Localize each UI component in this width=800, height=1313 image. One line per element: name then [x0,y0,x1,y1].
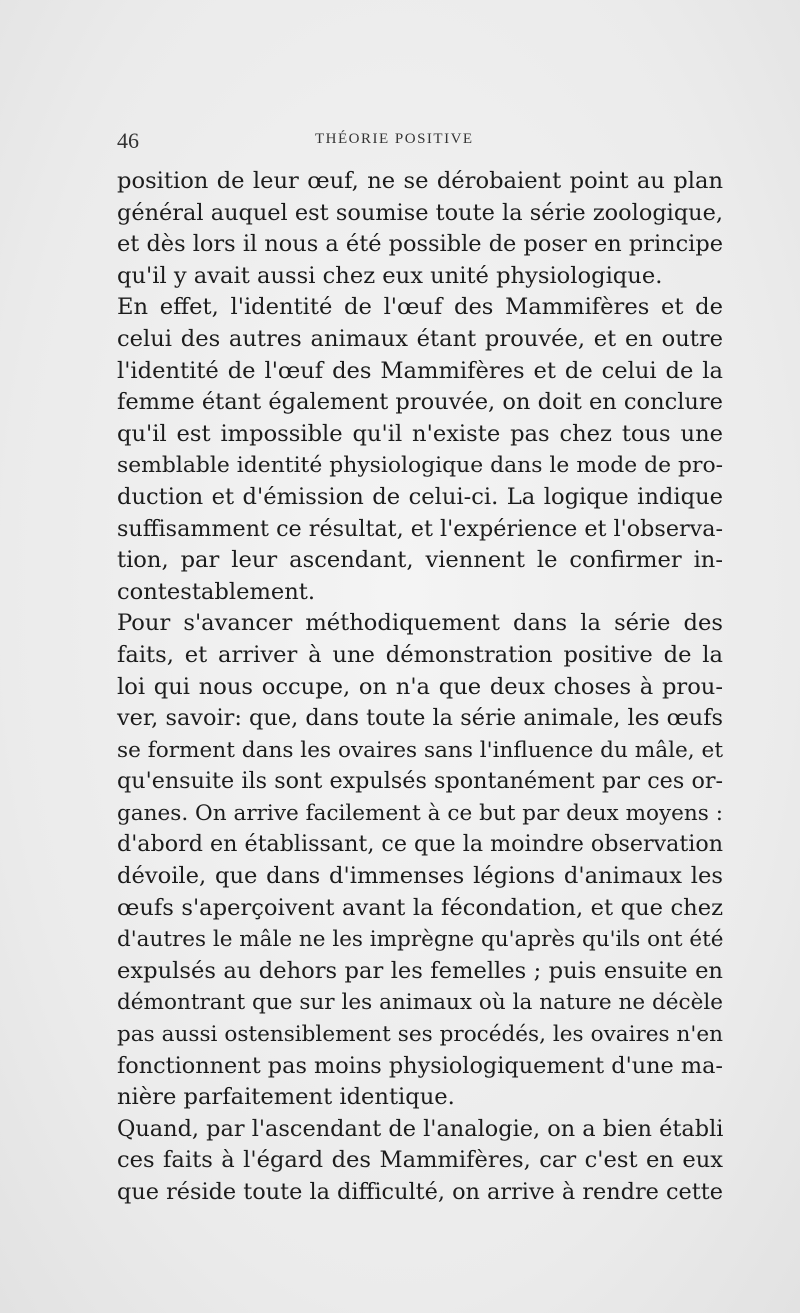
text-line: contestablement. [117,578,316,605]
text-line: femme étant également prouvée, on doit en conclure [117,389,723,416]
text-line: œufs s'aperçoivent avant la fécondation, et que chez [117,894,723,921]
page-number: 46 [117,128,139,153]
text-line: ganes. On arrive facilement à ce but par deux moyens : [117,800,723,826]
text-line: nière parfaitement identique. [117,1084,455,1111]
text-line: Pour s'avancer méthodiquement dans la série des [117,610,723,637]
text-line: expulsés au dehors par les femelles ; puis ensuite en [117,957,723,984]
text-line: celui des autres animaux étant prouvée, et en outre [117,325,723,352]
text-line: et dès lors il nous a été possible de poser en principe [117,231,723,258]
text-line: fonctionnent pas moins physiologiquement d'une ma- [117,1052,723,1079]
text-line: loi qui nous occupe, on n'a que deux choses à prou- [117,673,723,700]
text-line: qu'il y avait aussi chez eux unité physiologique. [117,262,663,289]
text-line: faits, et arriver à une démonstration positive de la [117,641,723,668]
text-line: que réside toute la difficulté, on arrive à rendre cette [117,1179,723,1205]
text-line: qu'il est impossible qu'il n'existe pas chez tous une [117,420,723,447]
text-line: Quand, par l'ascendant de l'analogie, on a bien établi [117,1115,724,1142]
text-line: suffisamment ce résultat, et l'expérience et l'observa- [117,515,723,542]
text-line: se forment dans les ovaires sans l'influence du mâle, et [117,737,723,763]
text-line: dévoile, que dans d'immenses légions d'animaux les [117,863,723,890]
text-line: duction et d'émission de celui-ci. La logique indique [117,483,723,510]
text-line: d'autres le mâle ne les imprègne qu'après qu'ils ont été [117,927,724,953]
text-line: semblable identité physiologique dans le mode de pro- [117,453,723,479]
text-line: tion, par leur ascendant, viennent le confirmer in- [117,547,723,574]
text-line: position de leur œuf, ne se dérobaient point au plan [117,168,723,194]
text-line: pas aussi ostensiblement ses procédés, les ovaires n'en [117,1022,723,1048]
text-line: ver, savoir: que, dans toute la série animale, les œufs [117,705,723,732]
running-title: THÉORIE POSITIVE [315,131,474,147]
text-line: qu'ensuite ils sont expulsés spontanément par ces or- [117,768,723,795]
running-head [117,128,727,158]
text-line: général auquel est soumise toute la série zoologique, [117,199,723,226]
text-line: démontrant que sur les animaux où la nature ne décèle [117,990,723,1016]
text-line: En effet, l'identité de l'œuf des Mammifères et de [117,294,723,321]
text-line: l'identité de l'œuf des Mammifères et de celui de la [117,357,723,384]
text-line: d'abord en établissant, ce que la moindre observation [117,831,723,858]
text-line: ces faits à l'égard des Mammifères, car c'est en eux [117,1147,723,1174]
body-text [117,166,723,1209]
